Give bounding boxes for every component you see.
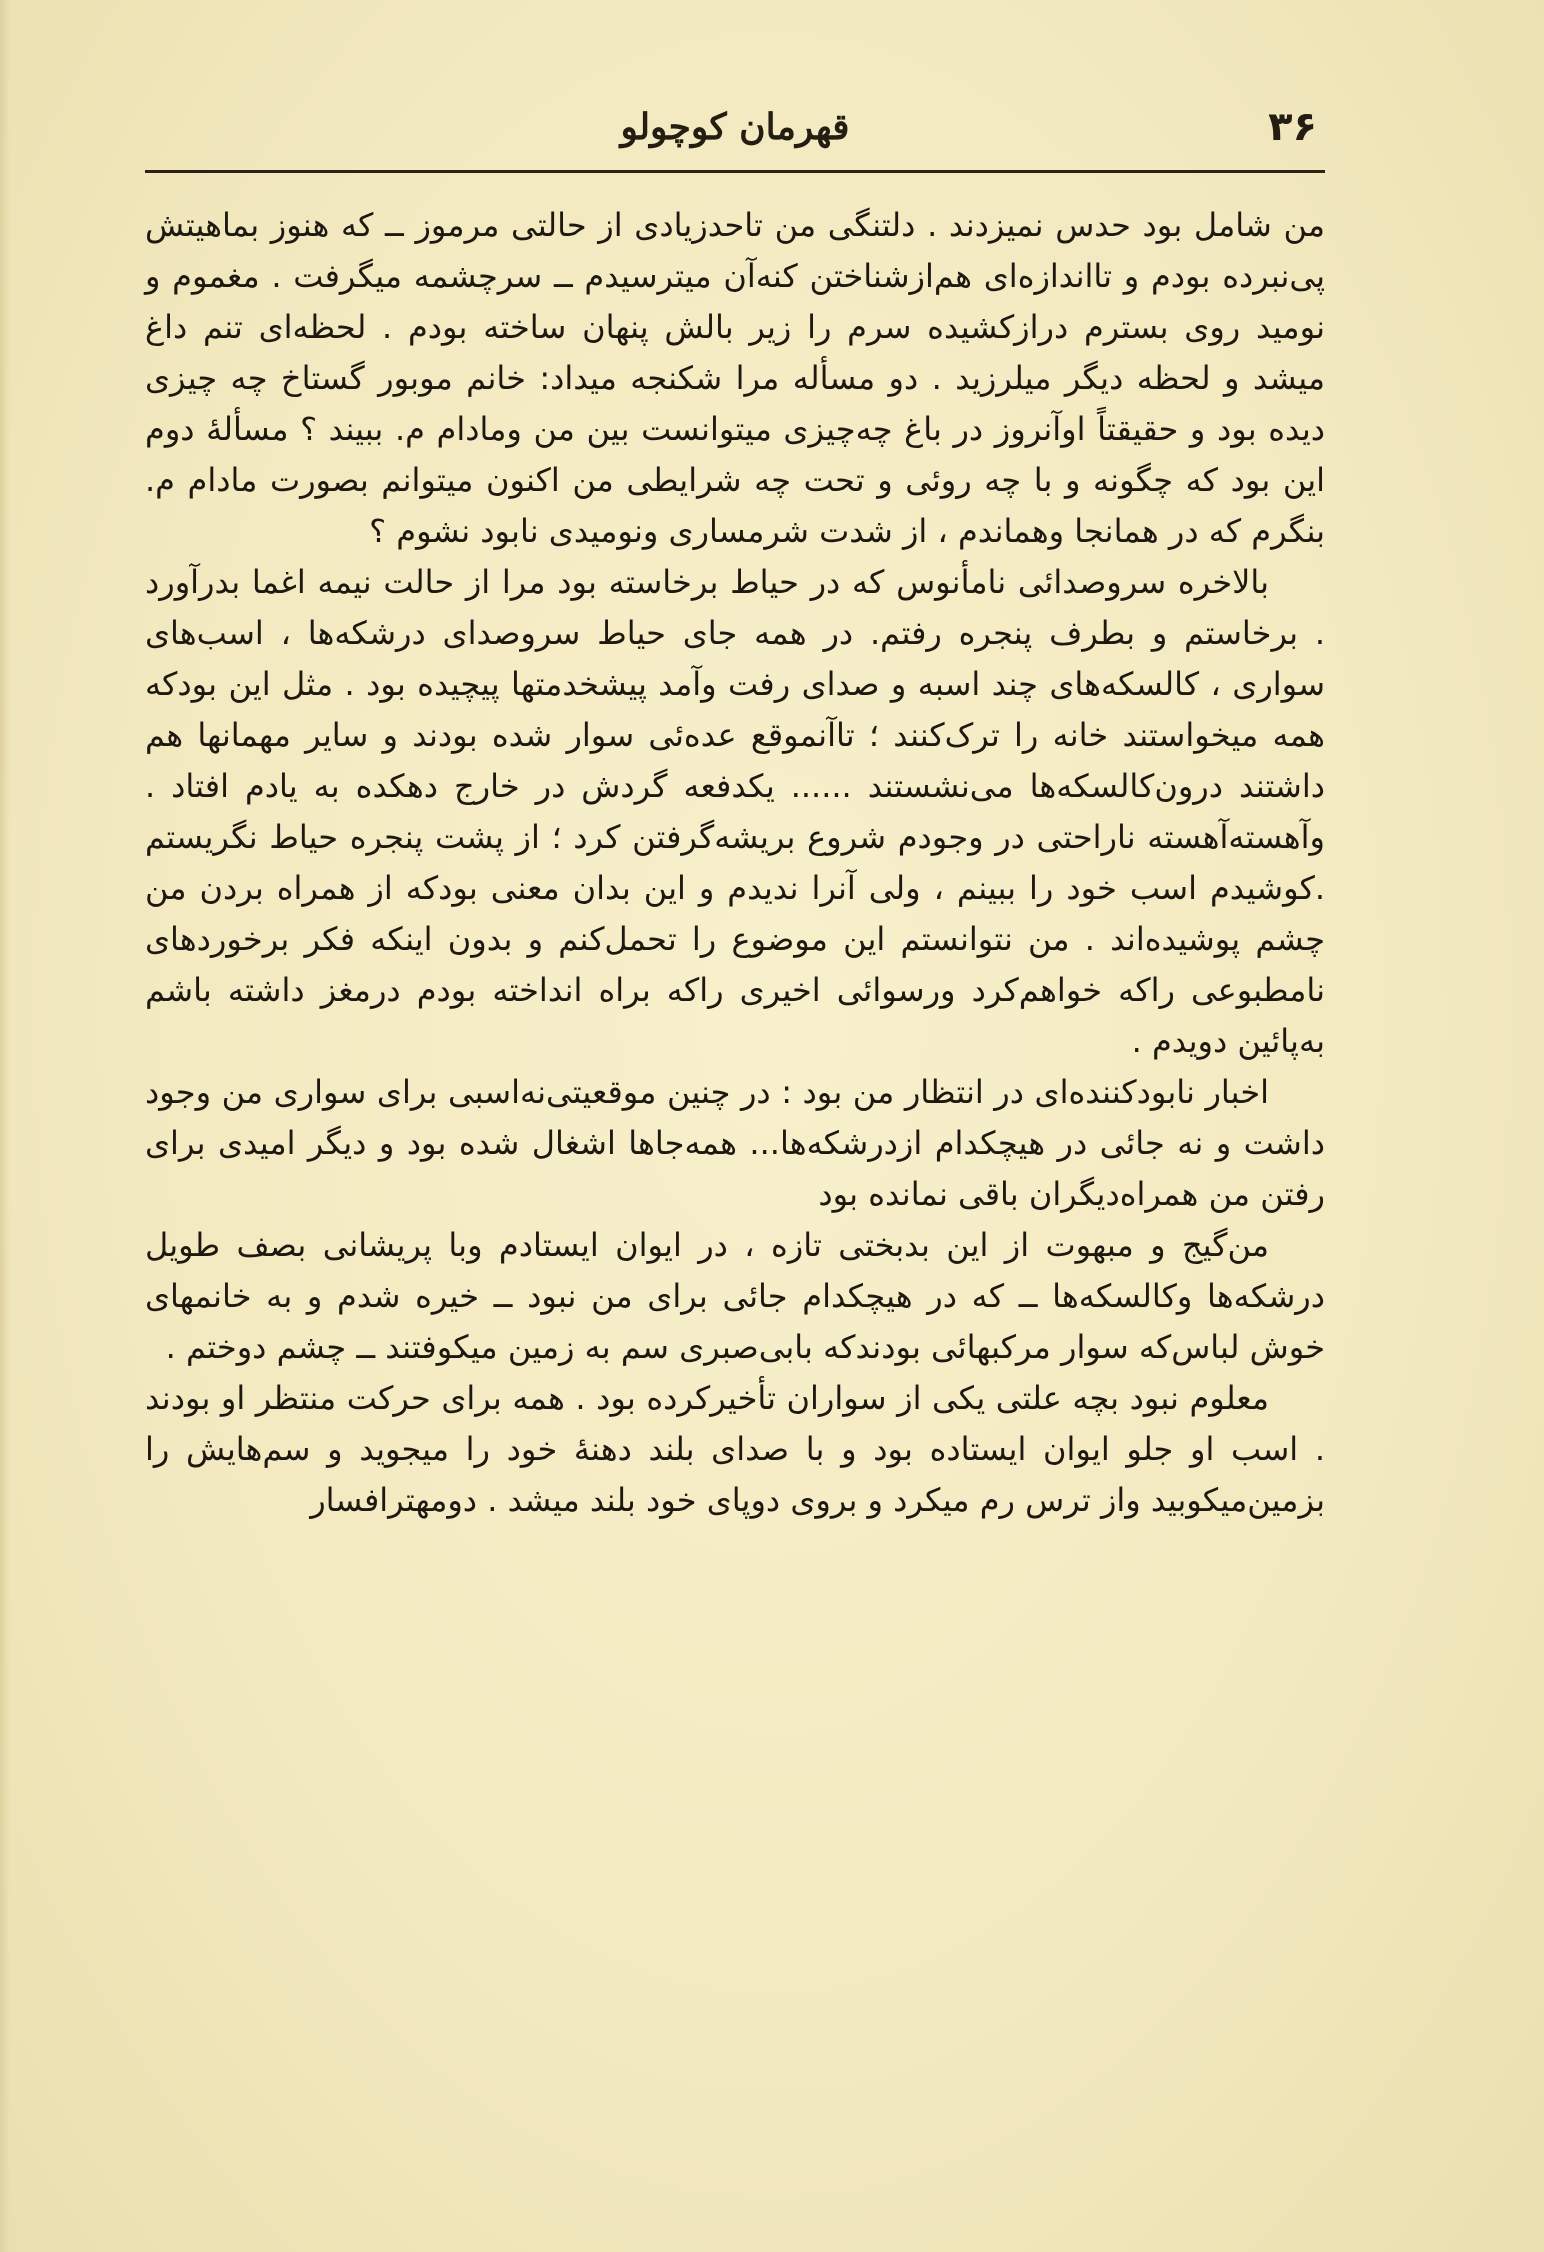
paragraph-2: بالاخره سروصدائی نامأنوس که در حیاط برخاسته بود مرا از حالت نیمه اغما بدرآورد . برخاستم و بطرف پنجره رفتم. در همه جای حیاط سروصدای درشکه‌ها ، اسب‌های سواری ، کالسکه‌های چند اسبه و صدای رفت وآمد پیشخدمتها پیچیده بود . مثل این بودکه همه میخواستند خانه را ترک‌کنند ؛ تاآنموقع عده‌ئی سوار شده بودند و سایر مهمانها هم داشتند درون‌کالسکه‌ها می‌نشستند ...... یکدفعه گردش در خارج دهکده به یادم افتاد . وآهسته‌آهسته ناراحتی در وجودم شروع بریشه‌گرفتن کرد ؛ از پشت پنجره حیاط نگریستم .کوشیدم اسب خود را ببینم ، ولی آنرا ندیدم و این بدان معنی بودکه از همراه بردن من چشم پوشیده‌اند . من نتوانستم این موضوع را تحمل‌کنم و بدون اینکه فکر برخوردهای نامطبوعی راکه خواهم‌کرد ورسوائی اخیری راکه براه انداخته بودم درمغز داشته باشم به‌پائین دویدم . — [145, 563, 1325, 1060]
paragraph-1: من شامل بود حدس نمیزدند . دلتنگی من تاحدزیادی از حالتی مرموز ــ که هنوز بماهیتش پی‌نبرده بودم و تااندازه‌ای هم‌ازشناختن کنه‌آن میترسیدم ــ سرچشمه میگرفت . مغموم و نومید روی بسترم درازکشیده سرم را زیر بالش پنهان ساخته بودم . لحظه‌ای تنم داغ میشد و لحظه دیگر میلرزید . دو مسأله مرا شکنجه میداد: خانم موبور گستاخ چه چیزی دیده بود و حقیقتاً اوآنروز در باغ چه‌چیزی میتوانست بین من ومادام م. ببیند ؟ مسألهٔ دوم این بود که چگونه و با چه روئی و تحت چه شرایطی من اکنون میتوانم بصورت مادام م. بنگرم که در همانجا وهماندم ، از شدت شرمساری ونومیدی نابود نشوم ؟ — [145, 206, 1325, 550]
page-header — [145, 96, 1325, 166]
paragraph-5: معلوم نبود بچه علتی یکی از سواران تأخیرکرده بود . همه برای حرکت منتظر او بودند . اسب او جلو ایوان ایستاده بود و با صدای بلند دهنهٔ خود را میجوید و سم‌هایش را بزمین‌میکوبید واز ترس رم میکرد و بروی دوپای خود بلند میشد . دومهترافسار — [145, 1379, 1325, 1519]
paragraph-3: اخبار نابودکننده‌ای در انتظار من بود : در چنین موقعیتی‌نه‌اسبی برای سواری من وجود داشت و نه جائی در هیچکدام ازدرشکه‌ها... همه‌جاها اشغال شده بود و دیگر امیدی برای رفتن من همراه‌دیگران باقی نمانده بود — [145, 1073, 1325, 1213]
header-rule — [145, 170, 1325, 173]
running-title: قهرمان کوچولو — [620, 106, 850, 148]
body-text — [145, 200, 1325, 1526]
page-edge-shadow — [0, 0, 10, 2252]
page-number: ۳۶ — [1268, 104, 1317, 150]
paragraph-4: من‌گیج و مبهوت از این بدبختی تازه ، در ایوان ایستادم وبا پریشانی بصف طویل درشکه‌ها وکالسکه‌ها ــ که در هیچکدام جائی برای من نبود ــ خیره شدم و به خانمهای خوش لباس‌که سوار مرکبهائی بودندکه بابی‌صبری سم به زمین میکوفتند ــ چشم دوختم . — [145, 1226, 1325, 1366]
